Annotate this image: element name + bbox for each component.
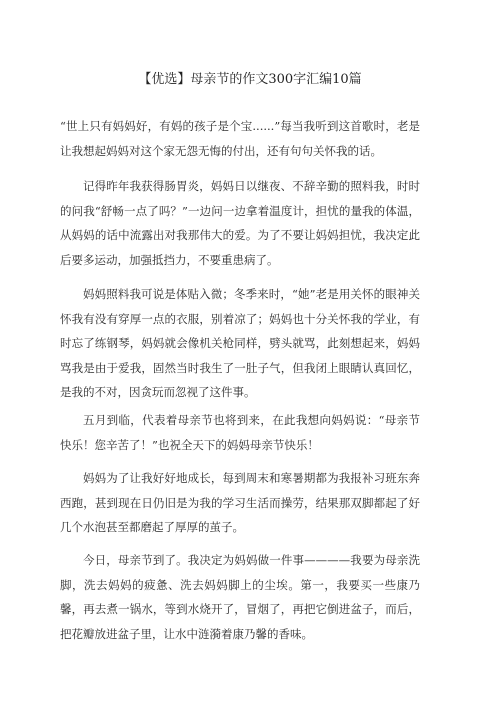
paragraph-3: 妈妈照料我可说是体贴入微；冬季来时，“她”老是用关怀的眼神关怀我有没有穿厚一点的衣服，别着凉了；妈妈也十分关怀我的学业，有时忘了练钢琴，妈妈就会像机关枪同样，劈头就骂，此刻想起来，妈妈骂我是由于爱我，固然当时我生了一肚子气，但我闭上眼睛认真回忆，是我的不对，因贪玩而忽视了这件事。 (60, 287, 420, 399)
paragraph-4: 五月到临，代表着母亲节也将到来，在此我想向妈妈说：“母亲节快乐！您辛苦了！”也祝全天下的妈妈母亲节快乐！ (60, 413, 420, 452)
paragraph-2: 记得昨年我获得肠胃炎，妈妈日以继夜、不辞辛勤的照料我，时时的问我“舒畅一点了吗？”一边问一边拿着温度计，担忧的量我的体温，从妈妈的话中流露出对我那伟大的爱。为了不要让妈妈担忧，我决定此后要多运动，加强抵挡力，不要重患病了。 (60, 179, 420, 267)
paragraph-6: 今日，母亲节到了。我决定为妈妈做一件事————我要为母亲洗脚，洗去妈妈的疲惫、洗去妈妈脚上的尘埃。第一，我要买一些康乃馨，再去煮一锅水，等到水烧开了，冒烟了，再把它倒进盆子，而后，把花瓣放进盆子里，让水中涟漪着康乃馨的香味。 (60, 553, 420, 641)
paragraph-5: 妈妈为了让我好好地成长，每到周末和寒暑期都为我报补习班东奔西跑，甚到现在日仍旧是为我的学习生活而操劳，结果那双脚都起了好几个水泡甚至都磨起了厚厚的茧子。 (60, 471, 420, 534)
paragraph-1: “世上只有妈妈好，有妈的孩子是个宝......”每当我听到这首歌时，老是让我想起妈妈对这个家无怨无悔的付出，还有句句关怀我的话。 (60, 119, 420, 158)
document-title: 【优选】母亲节的作文300字汇编10篇 (138, 72, 362, 87)
